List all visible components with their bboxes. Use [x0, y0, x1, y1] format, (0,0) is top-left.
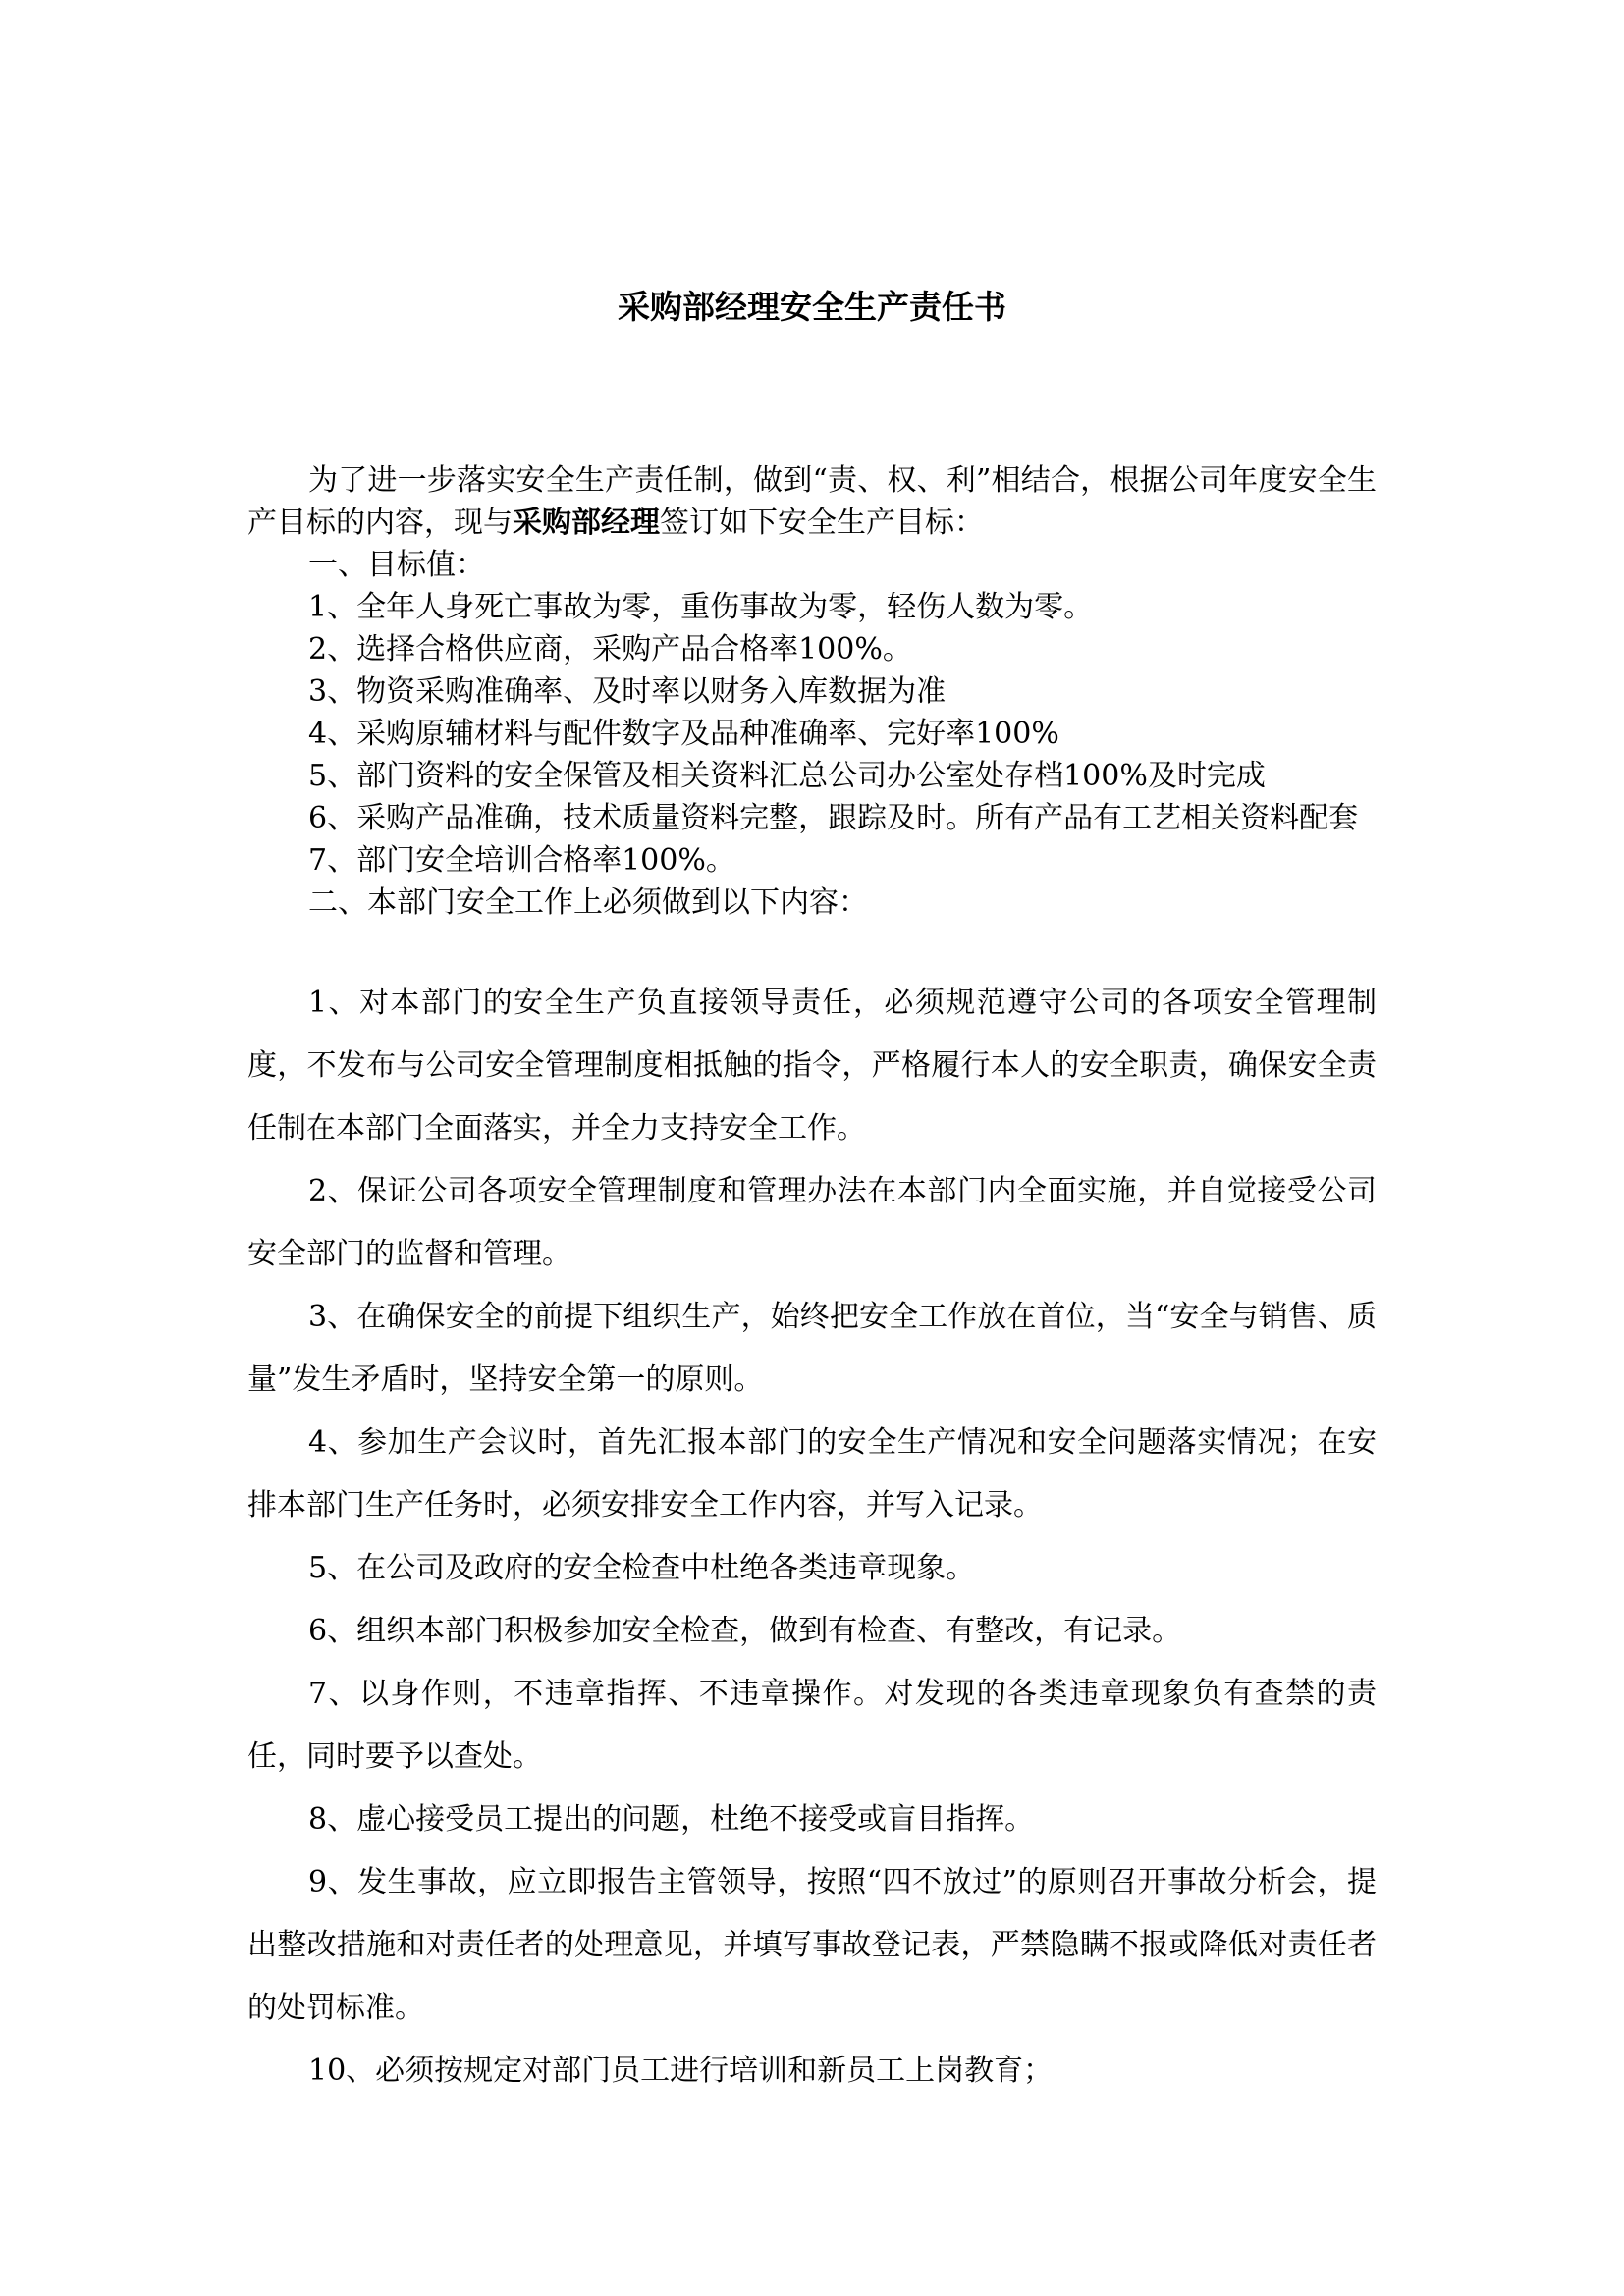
goal-item: 3、物资采购准确率、及时率以财务入库数据为准: [308, 674, 947, 709]
section1-heading: 一、目标值：: [308, 548, 485, 582]
intro-paragraph: [247, 459, 1377, 544]
goal-item: 6、采购产品准确，技术质量资料完整，跟踪及时。所有产品有工艺相关资料配套: [308, 801, 1359, 835]
responsibility-item: 2、保证公司各项安全管理制度和管理办法在本部门内全面实施，并自觉接受公司安全部门的监督和管理。: [247, 1174, 1377, 1271]
document-title: 采购部经理安全生产责任书: [618, 288, 1006, 326]
section2-heading: 二、本部门安全工作上必须做到以下内容：: [308, 885, 868, 920]
goal-item: 7、部门安全培训合格率100%。: [308, 843, 735, 878]
intro-section: [247, 459, 1377, 924]
responsibility-item: 8、虚心接受员工提出的问题，杜绝不接受或盲目指挥。: [308, 1802, 1035, 1837]
responsibility-item: 1、对本部门的安全生产负直接领导责任，必须规范遵守公司的各项安全管理制度，不发布与公司安全管理制度相抵触的指令，严格履行本人的安全职责，确保安全责任制在本部门全面落实，并全力支持安全工作。: [247, 986, 1377, 1146]
responsibility-item: 3、在确保安全的前提下组织生产，始终把安全工作放在首位，当“安全与销售、质量”发生矛盾时，坚持安全第一的原则。: [247, 1300, 1377, 1397]
responsibility-item: 5、在公司及政府的安全检查中杜绝各类违章现象。: [308, 1551, 976, 1585]
responsibility-item: 4、参加生产会议时，首先汇报本部门的安全生产情况和安全问题落实情况；在安排本部门生产任务时，必须安排安全工作内容，并写入记录。: [247, 1425, 1377, 1522]
responsibility-item: 7、以身作则，不违章指挥、不违章操作。对发现的各类违章现象负有查禁的责任，同时要予以查处。: [247, 1677, 1377, 1774]
goal-item: 4、采购原辅材料与配件数字及品种准确率、完好率100%: [308, 717, 1059, 751]
intro-text-before: 为了进一步落实安全生产责任制，做到“责、权、利”相结合，根据公司年度安全生产目标的内容，现与: [247, 463, 1377, 540]
intro-text-after: 签订如下安全生产目标：: [660, 506, 984, 540]
responsibility-item: 6、组织本部门积极参加安全检查，做到有检查、有整改，有记录。: [308, 1614, 1182, 1648]
goal-item: 1、全年人身死亡事故为零，重伤事故为零，轻伤人数为零。: [308, 590, 1094, 624]
responsibility-item: 9、发生事故，应立即报告主管领导，按照“四不放过”的原则召开事故分析会，提出整改措施和对责任者的处理意见，并填写事故登记表，严禁隐瞒不报或降低对责任者的处罚标准。: [247, 1865, 1377, 2025]
responsibility-item: 10、必须按规定对部门员工进行培训和新员工上岗教育；: [308, 2054, 1054, 2088]
goal-item: 5、部门资料的安全保管及相关资料汇总公司办公室处存档100%及时完成: [308, 759, 1266, 793]
intro-highlight: 采购部经理: [513, 506, 660, 540]
responsibilities-section: [247, 972, 1377, 2103]
goal-item: 2、选择合格供应商，采购产品合格率100%。: [308, 632, 912, 667]
